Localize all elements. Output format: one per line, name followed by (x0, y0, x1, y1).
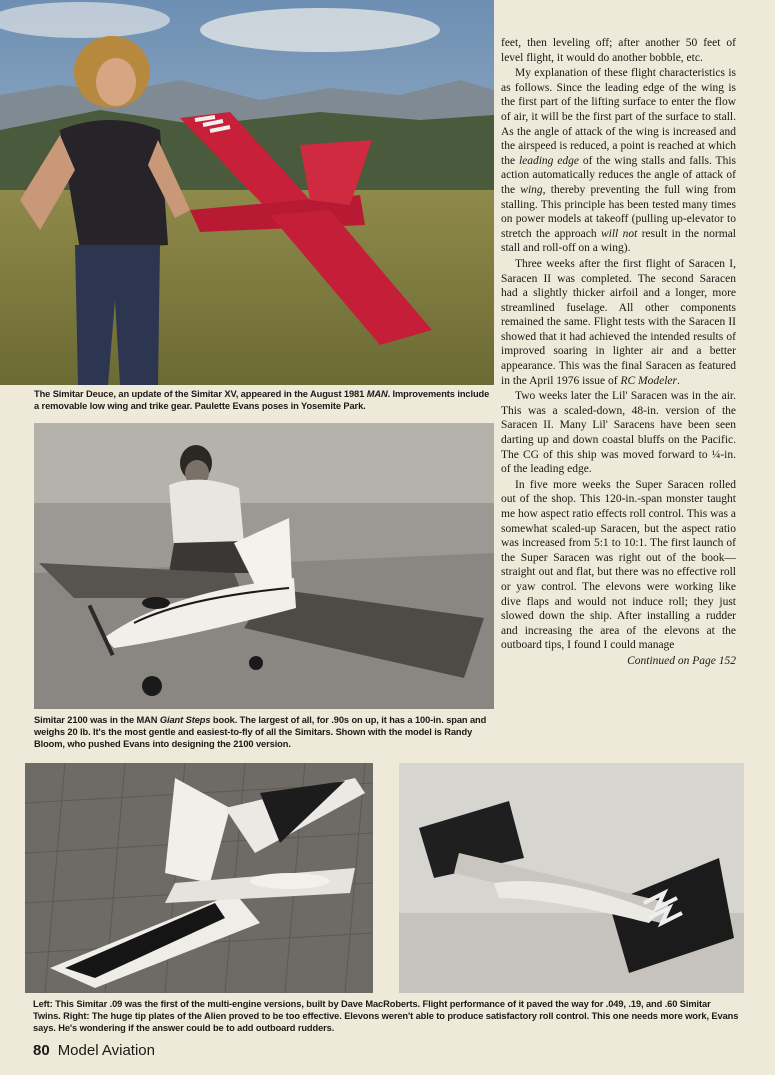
article-column (501, 36, 736, 669)
page-footer (33, 1042, 155, 1059)
article-paragraph: Three weeks after the first flight of Saracen I, Saracen II was completed. The second Saracen had a slightly thicker airfoil and a longer, more streamlined fuselage. All other components remained the same. Flight tests with the Saracen II showed that it had achieved the intended results of improved soaring in lighter air and a better appearance. This was the final Saracen as featured in the April 1976 issue of RC Modeler. (501, 257, 736, 387)
article-paragraph: feet, then leveling off; after another 50 feet of level flight, it would do another bobble, etc. (501, 37, 736, 64)
caption-simitar-2100: Simitar 2100 was in the MAN Giant Steps book. The largest of all, for .90s on up, it has a 100-in. span and weighs 20 lb. It's the most gentle and easiest-to-fly of all the Simitars. Shown with the model is Randy Bloom, who pushed Evans into designing the 2100 version. (34, 715, 487, 749)
photo-simitar-2100 (34, 423, 494, 709)
photo-simitar-twin (25, 763, 373, 993)
article-paragraph: In five more weeks the Super Saracen rolled out of the shop. This 120-in.-span monster taught me how aspect ratio effects roll control. This was a somewhat scaled-up Saracen, but the aspect ratio was increased from 5:1 to 10:1. The first launch of the Super Saracen was right out of the book—straight out and flat, but there was no effective roll or yaw control. The elevons were working like dive flaps and would not induce roll; they just slowed down the ship. After installing a rudder and increasing the area of the elevons at the outboard tips, I found I could manage (501, 478, 736, 652)
caption-simitar-deuce: The Simitar Deuce, an update of the Simitar XV, appeared in the August 1981 MAN. Improvements include a removable low wing and trike gear. Paulette Evans poses in Yosemite Park. (34, 389, 490, 411)
simitar-deuce-image (0, 0, 494, 385)
alien-image (399, 763, 744, 993)
magazine-name: Model Aviation (57, 1042, 155, 1059)
photo-simitar-deuce (0, 0, 494, 385)
article-paragraph: My explanation of these flight characteristics is as follows. Since the leading edge of the wing is the first part of the lifting surface to enter the flow of air, it will be the first part of the surface to stall. As the angle of attack of the wing is increased and the airspeed is reduced, a point is reached at which the leading edge of the wing stalls and falls. This action automatically reduces the angle of attack of the wing, thereby preventing the full wing from stalling. This principle has been tested many times on power models at takeoff (pulling up-elevator to stretch the approach will not result in the normal stall and roll-off on a wing). (501, 67, 736, 255)
photo-alien (399, 763, 744, 993)
page-number: 80 (33, 1042, 50, 1059)
continued-note: Continued on Page 152 (627, 654, 736, 667)
simitar-twin-image (25, 763, 373, 993)
article-paragraph: Two weeks later the Lil' Saracen was in the air. This was a scaled-down, 48-in. version of the Saracen II. Many Lil' Saracens have been seen darting up and down coastal bluffs on the Pacific. The CG of this ship was moved forward to ¼-in. of the leading edge. (501, 390, 736, 476)
caption-twins-alien: Left: This Simitar .09 was the first of the multi-engine versions, built by Dave MacRoberts. Flight performance of it paved the way for .049, .19, and .60 Simitar Twins. Right: The huge tip plates of the Alien proved to be too effective. Elevons weren't able to produce satisfactory roll control. This one needs more work, Evans says. He's wondering if the answer could be to add outboard rudders. (33, 999, 739, 1033)
simitar-2100-image (34, 423, 494, 709)
